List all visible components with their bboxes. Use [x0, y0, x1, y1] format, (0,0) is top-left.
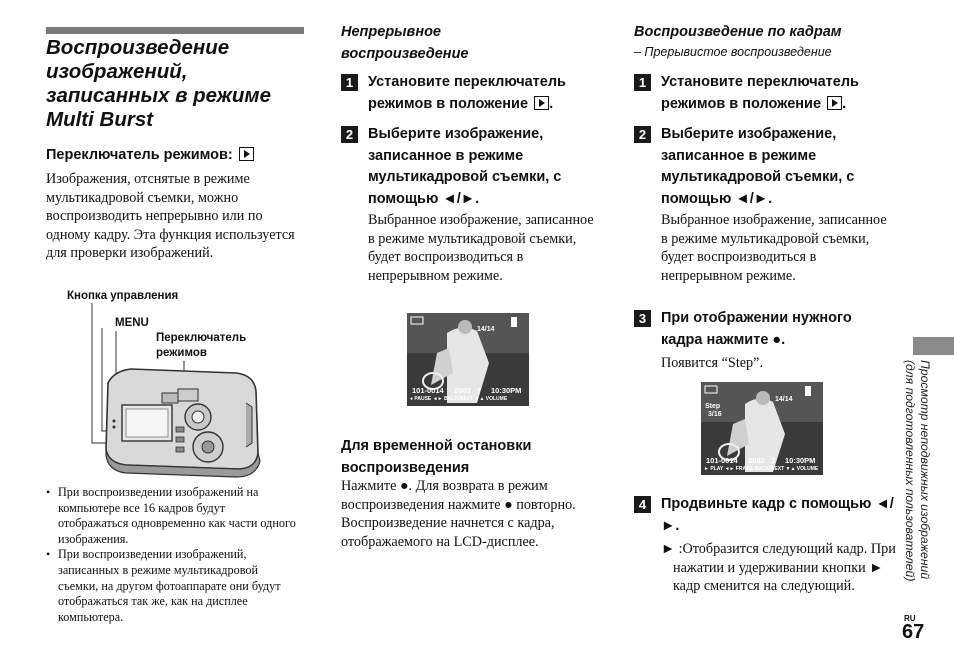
step-title: При отображении нужного кадра нажмите ●.	[661, 310, 852, 348]
lcd-counter: 14/14	[775, 396, 793, 403]
step-number: 1	[634, 74, 651, 91]
step-note: Появится “Step”.	[661, 355, 763, 371]
lcd-controls: ► PLAY ◄► FRAME BACK/NEXT ▼▲ VOLUME	[704, 466, 819, 472]
pause-text: Нажмите ●. Для возврата в режим воспроизведения нажмите ● повторно. Воспроизведение начнется с кадра, отображаемого на LCD-дисплее.	[341, 478, 576, 550]
mode-heading: Переключатель режимов:	[46, 145, 306, 167]
language-code: RU	[904, 614, 916, 623]
continuous-playback-heading: Непрерывное воспроизведение	[341, 24, 469, 62]
lcd-year: 2003	[454, 386, 471, 395]
lcd-time: 10:30PM	[491, 386, 522, 395]
lcd-file-number: 101-0014	[706, 456, 738, 465]
play-mode-icon	[534, 96, 549, 110]
section-tab	[913, 337, 954, 355]
step-3	[634, 308, 896, 373]
step-number: 1	[341, 74, 358, 91]
lcd-day: 7	[771, 456, 776, 465]
step-note: Выбранное изображение, записанное в режиме мультикадровой съемки, будет воспроизводиться в непрерывном режиме.	[368, 212, 594, 284]
mode-switch-callout-2: режимов	[156, 347, 207, 359]
page-number: 67	[902, 621, 925, 643]
step-1: 1 Установите переключатель режимов в положение .	[341, 72, 601, 115]
step-number: 4	[634, 496, 651, 513]
lcd-step-label: Step	[705, 403, 721, 410]
step-2	[634, 124, 896, 285]
frame-playback-subheading: – Прерывистое воспроизведение	[634, 45, 832, 59]
intro-text: Изображения, отснятые в режиме мультикадровой съемки, можно воспроизводить непрерывно или по одному кадру. Эта функция используется для проверки изображений.	[46, 171, 295, 261]
step-4	[634, 494, 896, 596]
title-bar-decoration	[46, 27, 304, 34]
lcd-file-number: 101-0014	[412, 386, 444, 395]
step-note: ► :Отобразится следующий кадр. При нажатии и удерживании кнопки ► кадр сменится на следующий.	[661, 541, 896, 594]
pause-heading: Для временной остановки воспроизведения	[341, 438, 532, 476]
side-label-line-2: (для подготовленных пользователей)	[903, 360, 917, 582]
lcd-screen-continuous	[407, 313, 529, 406]
side-label-line-1: Просмотр неподвижных изображений	[918, 360, 932, 580]
section-side-label	[902, 360, 932, 620]
lcd-counter: 14/14	[477, 326, 495, 333]
lcd-time: 10:30PM	[785, 456, 816, 465]
step-number: 3	[634, 310, 651, 327]
lcd-controls: ● PAUSE ◄► BACK/NEXT ▼▲ VOLUME	[410, 396, 508, 402]
step-title: Продвиньте кадр с помощью ◄/►.	[661, 496, 894, 534]
lcd-year: 2003	[748, 456, 765, 465]
menu-callout: MENU	[115, 317, 149, 329]
lcd-day: 7	[477, 386, 482, 395]
camera-illustration	[86, 303, 266, 483]
lcd-step-count: 3/16	[708, 411, 722, 418]
play-mode-icon	[827, 96, 842, 110]
page-title: Воспроизведение изображений, записанных в режиме Multi Burst	[46, 36, 271, 131]
step-2	[341, 124, 603, 285]
play-mode-icon	[239, 147, 254, 161]
step-title: Выберите изображение, записанное в режиме мультикадровой съемки, с помощью ◄/►.	[661, 126, 855, 207]
lcd-screen-frame	[701, 382, 823, 475]
list-item: • При воспроизведении изображений, записанных в режиме мультикадровой съемки, на другом фотоаппарате они будут отображаться так же, как на дисплее компьютера.	[46, 547, 281, 624]
list-item: • При воспроизведении изображений на компьютере все 16 кадров будут отображаться одновременно как части одного изображения.	[46, 485, 296, 546]
step-1: 1 Установите переключатель режимов в положение .	[634, 72, 896, 115]
step-number: 2	[341, 126, 358, 143]
step-title: Выберите изображение, записанное в режиме мультикадровой съемки, с помощью ◄/►.	[368, 126, 562, 207]
step-note: Выбранное изображение, записанное в режиме мультикадровой съемки, будет воспроизводиться в непрерывном режиме.	[661, 212, 887, 284]
control-button-callout: Кнопка управления	[67, 290, 179, 302]
step-number: 2	[634, 126, 651, 143]
frame-playback-heading: Воспроизведение по кадрам	[634, 24, 842, 40]
mode-switch-callout-1: Переключатель	[156, 332, 247, 344]
notes-list	[46, 485, 298, 625]
